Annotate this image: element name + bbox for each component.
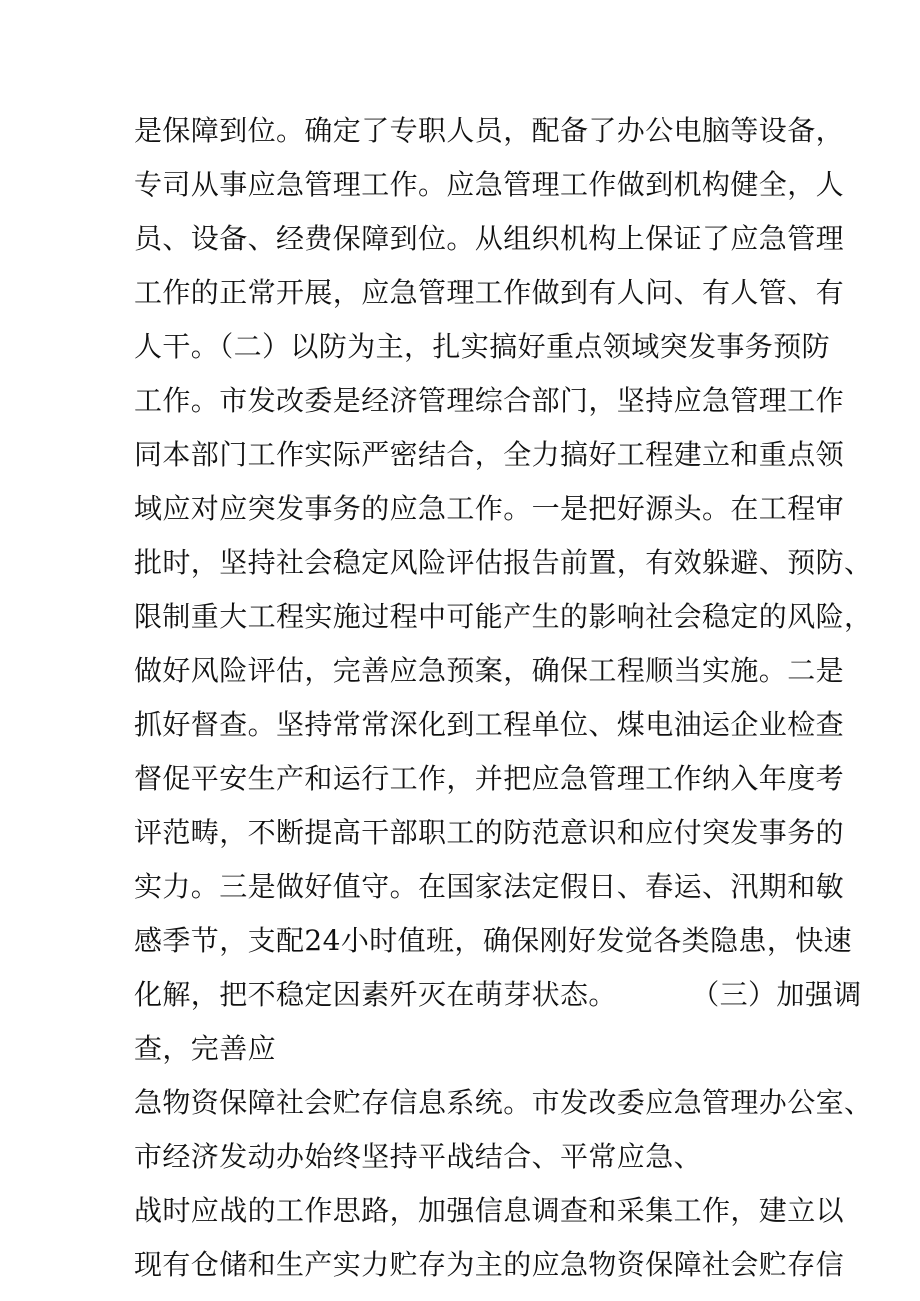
text-line: 域应对应突发事务的应急工作。一是把好源头。在工程审 [134,492,845,525]
text-line: 战时应战的工作思路，加强信息调查和采集工作，建立以 [134,1194,845,1227]
text-line: 急物资保障社会贮存信息系统。市发改委应急管理办公室、 [134,1086,873,1119]
text-line: 市经济发动办始终坚持平战结合、平常应急、 [134,1140,703,1173]
text-line: 评范畴，不断提高干部职工的防范意识和应付突发事务的 [134,816,845,849]
text-line: 人干。（二）以防为主，扎实搞好重点领域突发事务预防 [134,330,831,363]
text-line: 实力。三是做好值守。在国家法定假日、春运、汛期和敏 [134,870,845,903]
body-text [134,104,873,1292]
text-line: 专司从事应急管理工作。应急管理工作做到机构健全，人 [134,168,845,201]
text-line: 工作。市发改委是经济管理综合部门，坚持应急管理工作 [134,384,845,417]
text-line: 抓好督查。坚持常常深化到工程单位、煤电油运企业检查 [134,708,845,741]
text-line: 查，完善应 [134,1032,277,1065]
text-line: 员、设备、经费保障到位。从组织机构上保证了应急管理 [134,222,845,255]
text-line: 督促平安生产和运行工作，并把应急管理工作纳入年度考 [134,762,845,795]
text-line: 同本部门工作实际严密结合，全力搞好工程建立和重点领 [134,438,845,471]
text-line: 工作的正常开展，应急管理工作做到有人问、有人管、有 [134,276,845,309]
text-line: 批时，坚持社会稳定风险评估报告前置，有效躲避、预防、 [134,546,873,579]
text-line: 做好风险评估，完善应急预案，确保工程顺当实施。二是 [134,654,845,687]
text-line: 现有仓储和生产实力贮存为主的应急物资保障社会贮存信 [134,1248,845,1281]
text-line: 感季节，支配24小时值班，确保刚好发觉各类隐患，快速 [134,924,853,957]
text-line: 化解，把不稳定因素歼灭在萌芽状态。 （三）加强调 [134,978,862,1011]
text-line: 是保障到位。确定了专职人员，配备了办公电脑等设备， [134,114,845,147]
text-line: 限制重大工程实施过程中可能产生的影响社会稳定的风险， [134,600,873,633]
